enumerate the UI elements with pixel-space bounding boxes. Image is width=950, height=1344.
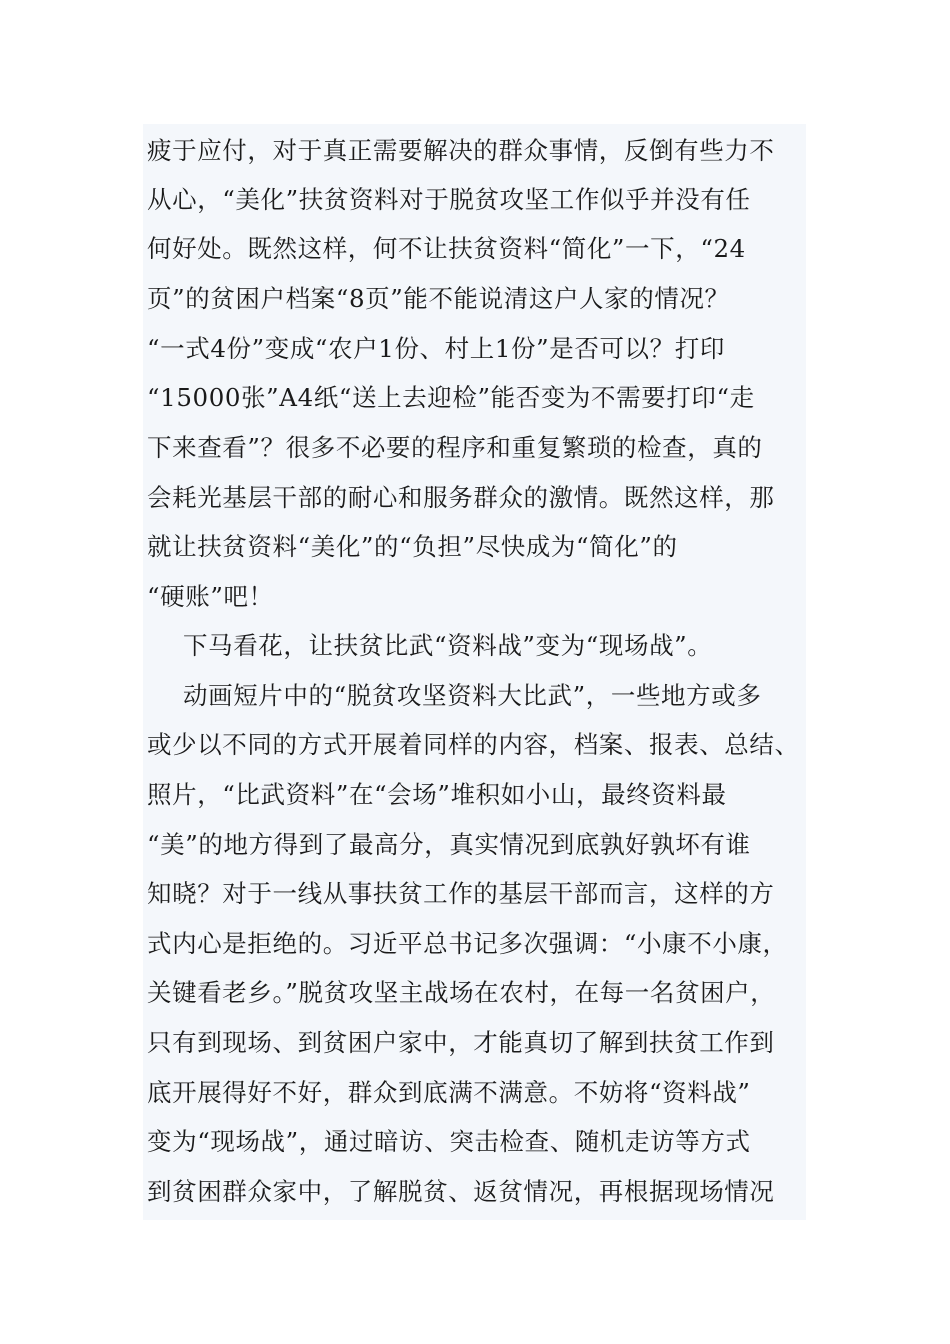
text-line: 就让扶贫资料“美化”的“负担”尽快成为“简化”的 — [147, 532, 678, 561]
text-block — [143, 124, 806, 1220]
text-line: 变为“现场战”，通过暗访、突击检查、随机走访等方式 — [147, 1127, 751, 1156]
text-line: 式内心是拒绝的。习近平总书记多次强调：“小康不小康， — [147, 929, 788, 958]
text-line: 到贫困群众家中，了解脱贫、返贫情况，再根据现场情况 — [147, 1177, 775, 1206]
text-line: 下来查看”？很多不必要的程序和重复繁琐的检查，真的 — [147, 433, 763, 462]
text-line: 页”的贫困户档案“8页”能不能说清这户人家的情况？ — [147, 284, 730, 313]
text-line: 从心，“美化”扶贫资料对于脱贫攻坚工作似乎并没有任 — [147, 185, 751, 214]
text-line: 只有到现场、到贫困户家中，才能真切了解到扶贫工作到 — [147, 1028, 775, 1057]
text-line: 何好处。既然这样，何不让扶贫资料“简化”一下，“24 — [147, 234, 746, 263]
text-line: 会耗光基层干部的耐心和服务群众的激情。既然这样，那 — [147, 483, 775, 512]
section-heading: 下马看花，让扶贫比武“资料战”变为“现场战”。 — [183, 631, 713, 660]
text-line: 动画短片中的“脱贫攻坚资料大比武”，一些地方或多 — [183, 681, 762, 710]
text-line: “美”的地方得到了最高分，真实情况到底孰好孰坏有谁 — [147, 830, 751, 859]
text-line: 知晓？对于一线从事扶贫工作的基层干部而言，这样的方 — [147, 879, 775, 908]
text-line: 或少以不同的方式开展着同样的内容，档案、报表、总结、 — [147, 730, 800, 759]
text-line: “一式4份”变成“农户1份、村上1份”是否可以？打印 — [147, 334, 725, 363]
text-line: “15000张”A4纸“送上去迎检”能否变为不需要打印“走 — [147, 383, 755, 412]
text-line: 照片，“比武资料”在“会场”堆积如小山，最终资料最 — [147, 780, 727, 809]
text-line: 关键看老乡。”脱贫攻坚主战场在农村，在每一名贫困户， — [147, 978, 776, 1007]
text-line: 疲于应付，对于真正需要解决的群众事情，反倒有些力不 — [147, 136, 775, 165]
text-line: 底开展得好不好，群众到底满不满意。不妨将“资料战” — [147, 1078, 751, 1107]
text-line: “硬账”吧！ — [147, 582, 274, 611]
